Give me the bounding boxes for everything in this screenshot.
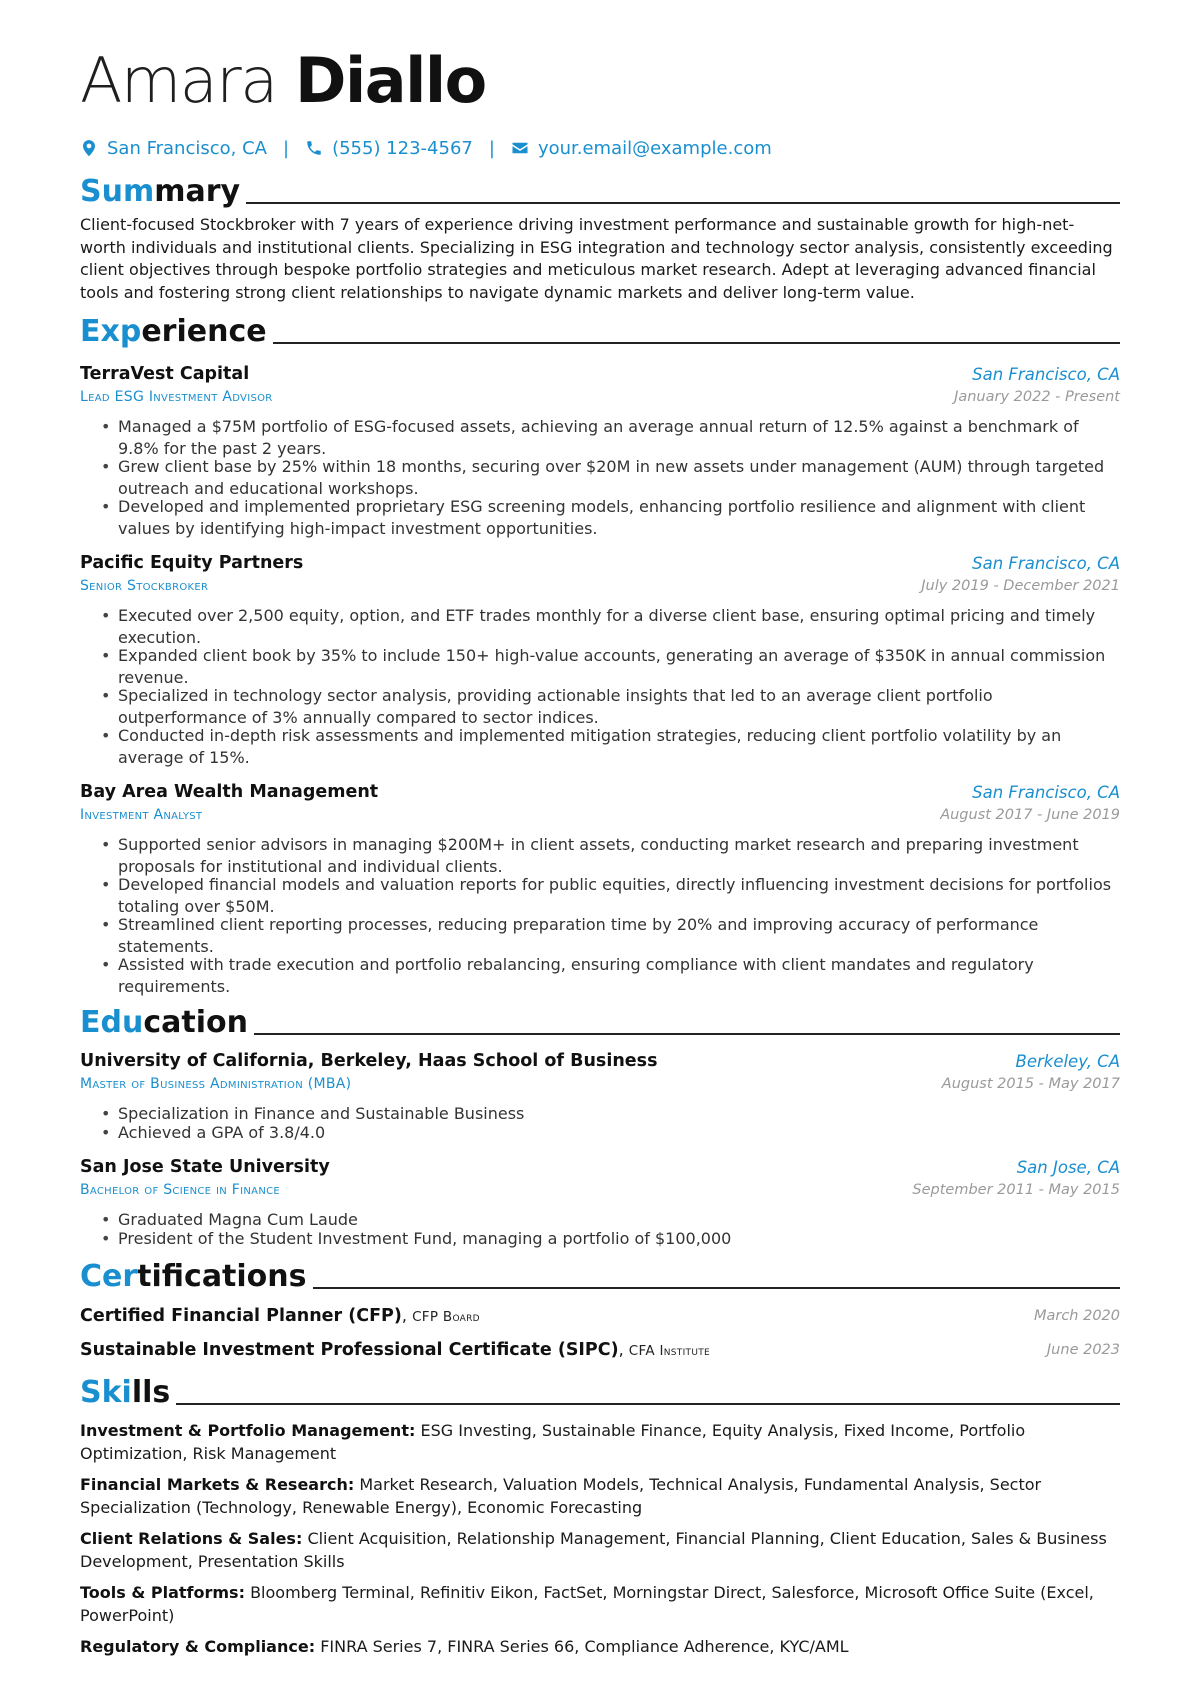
contact-line	[80, 134, 1120, 162]
study-dates: August 2015 - May 2017	[941, 1076, 1120, 1092]
skill-values: Market Research, Valuation Models, Technical Analysis, Fundamental Analysis, Sector Specialization (Technology, Renewable Energy), Economic Forecasting	[80, 1475, 1042, 1517]
skill-label: Tools & Platforms:	[80, 1583, 245, 1602]
contact-separator: |	[488, 137, 495, 159]
title-accent: Ski	[80, 1375, 132, 1410]
experience-entry	[80, 780, 1120, 997]
job-dates: August 2017 - June 2019	[940, 807, 1120, 823]
title-accent: Cer	[80, 1259, 138, 1294]
certification-item: Sustainable Investment Professional Certificate (SIPC), CFA Institute June 2023	[80, 1340, 1120, 1360]
skill-label: Client Relations & Sales:	[80, 1529, 303, 1548]
title-rest: mary	[154, 174, 241, 209]
section-rule	[273, 342, 1120, 344]
bullet-list	[80, 605, 1120, 768]
degree-title: Master of Business Administration (MBA)	[80, 1076, 352, 1092]
location-item	[80, 138, 267, 159]
bullet-item: • Graduated Magna Cum Laude	[118, 1209, 1120, 1231]
bullet-item: • Streamlined client reporting processes, reducing preparation time by 20% and improving accuracy of performance statements.	[118, 914, 1120, 957]
email-item[interactable]	[511, 138, 772, 159]
bullet-item: • President of the Student Investment Fund, managing a portfolio of $100,000	[118, 1228, 1120, 1250]
certification-item: Certified Financial Planner (CFP), CFP Board March 2020	[80, 1306, 1120, 1326]
job-title: Senior Stockbroker	[80, 578, 209, 594]
title-rest: lls	[131, 1375, 171, 1410]
bullet-item: • Executed over 2,500 equity, option, and ETF trades monthly for a diverse client base, ensuring optimal pricing and timely execution.	[118, 605, 1120, 648]
section-title	[80, 1375, 170, 1411]
bullet-item: • Specialization in Finance and Sustainable Business	[118, 1103, 1120, 1125]
job-location: San Francisco, CA	[972, 553, 1120, 573]
school-name: San Jose State University	[80, 1157, 330, 1177]
first-name: Amara	[80, 44, 277, 117]
skill-label: Regulatory & Compliance:	[80, 1637, 316, 1656]
school-location: Berkeley, CA	[1015, 1051, 1120, 1071]
bullet-list	[80, 1209, 1120, 1249]
map-pin-icon	[80, 139, 98, 157]
job-dates: January 2022 - Present	[954, 389, 1120, 405]
summary-heading	[80, 170, 1120, 210]
phone-text: (555) 123-4567	[332, 137, 473, 159]
company-name: Pacific Equity Partners	[80, 553, 304, 573]
bullet-item: • Assisted with trade execution and portfolio rebalancing, ensuring compliance with client mandates and regulatory requirements.	[118, 954, 1120, 997]
phone-item[interactable]	[305, 138, 473, 159]
skills-heading	[80, 1371, 1120, 1411]
bullet-list	[80, 834, 1120, 997]
phone-icon	[305, 139, 323, 157]
section-rule	[254, 1033, 1120, 1035]
section-title	[80, 314, 267, 350]
bullet-item: • Conducted in-depth risk assessments and implemented mitigation strategies, reducing client portfolio volatility by an average of 15%.	[118, 725, 1120, 768]
section-rule	[313, 1287, 1120, 1289]
degree-title: Bachelor of Science in Finance	[80, 1182, 280, 1198]
school-location: San Jose, CA	[1016, 1157, 1120, 1177]
job-location: San Francisco, CA	[972, 364, 1120, 384]
job-title: Lead ESG Investment Advisor	[80, 389, 273, 405]
section-rule	[246, 202, 1120, 204]
job-title: Investment Analyst	[80, 807, 203, 823]
bullet-item: • Grew client base by 25% within 18 months, securing over $20M in new assets under management (AUM) through targeted outreach and educational workshops.	[118, 456, 1120, 499]
location-text: San Francisco, CA	[107, 137, 267, 159]
certification-issuer: CFA Institute	[628, 1343, 711, 1359]
skill-row	[80, 1636, 1120, 1659]
section-title	[80, 174, 240, 210]
company-name: Bay Area Wealth Management	[80, 782, 379, 802]
job-dates: July 2019 - December 2021	[921, 578, 1120, 594]
section-rule	[176, 1403, 1120, 1405]
title-rest: tifications	[137, 1259, 307, 1294]
title-accent: Edu	[80, 1005, 144, 1040]
certification-date: March 2020	[1033, 1308, 1120, 1324]
experience-entry	[80, 551, 1120, 768]
study-dates: September 2011 - May 2015	[912, 1182, 1120, 1198]
bullet-item: • Managed a $75M portfolio of ESG-focused assets, achieving an average annual return of 12.5% against a benchmark of 9.8% for the past 2 years.	[118, 416, 1120, 459]
certification-name: Certified Financial Planner (CFP)	[80, 1306, 402, 1326]
bullet-list	[80, 1103, 1120, 1143]
certification-issuer: CFP Board	[412, 1309, 480, 1325]
skill-values: ESG Investing, Sustainable Finance, Equity Analysis, Fixed Income, Portfolio Optimization, Risk Management	[80, 1421, 1026, 1463]
company-name: TerraVest Capital	[80, 364, 250, 384]
skill-label: Financial Markets & Research:	[80, 1475, 355, 1494]
skill-values: Client Acquisition, Relationship Management, Financial Planning, Client Education, Sales & Business Development, Presentation Skills	[80, 1529, 1107, 1571]
certification-date: June 2023	[1046, 1342, 1120, 1358]
section-title	[80, 1005, 248, 1041]
education-entry	[80, 1049, 1120, 1143]
last-name: Diallo	[295, 44, 486, 117]
certifications-heading	[80, 1255, 1120, 1295]
skill-values: Bloomberg Terminal, Refinitiv Eikon, FactSet, Morningstar Direct, Salesforce, Microsoft Office Suite (Excel, PowerPoint)	[80, 1583, 1094, 1625]
bullet-item: • Developed and implemented proprietary ESG screening models, enhancing portfolio resilience and alignment with client values by identifying high-impact investment opportunities.	[118, 496, 1120, 539]
certification-name: Sustainable Investment Professional Certificate (SIPC)	[80, 1340, 619, 1360]
bullet-item: • Developed financial models and valuation reports for public equities, directly influencing investment decisions for portfolios totaling over $50M.	[118, 874, 1120, 917]
skill-row	[80, 1528, 1120, 1573]
bullet-item: • Supported senior advisors in managing $200M+ in client assets, conducting market research and preparing investment proposals for institutional and individual clients.	[118, 834, 1120, 877]
school-name: University of California, Berkeley, Haas School of Business	[80, 1051, 658, 1071]
section-title	[80, 1259, 307, 1295]
job-location: San Francisco, CA	[972, 782, 1120, 802]
experience-heading	[80, 310, 1120, 350]
skill-row	[80, 1420, 1120, 1465]
education-heading	[80, 1001, 1120, 1041]
title-accent: Sum	[80, 174, 155, 209]
skill-row	[80, 1582, 1120, 1627]
envelope-icon	[511, 139, 529, 157]
skill-row	[80, 1474, 1120, 1519]
education-entry	[80, 1155, 1120, 1249]
email-link[interactable]: your.email@example.com	[537, 137, 772, 159]
bullet-item: • Expanded client book by 35% to include 150+ high-value accounts, generating an average of $350K in annual commission revenue.	[118, 645, 1120, 688]
bullet-item: • Specialized in technology sector analysis, providing actionable insights that led to an average client portfolio outperformance of 3% annually compared to sector indices.	[118, 685, 1120, 728]
title-rest: cation	[143, 1005, 248, 1040]
resume-page	[80, 40, 1120, 1659]
bullet-list	[80, 416, 1120, 539]
skill-values: FINRA Series 7, FINRA Series 66, Compliance Adherence, KYC/AML	[320, 1637, 849, 1656]
title-accent: Exp	[80, 314, 142, 349]
contact-separator: |	[282, 137, 290, 159]
bullet-item: • Achieved a GPA of 3.8/4.0	[118, 1122, 1120, 1144]
summary-text: Client-focused Stockbroker with 7 years of experience driving investment performance and sustainable growth for high-net-worth individuals and institutional clients. Specializing in ESG integration and technology sector analysis, consistently exceeding client objectives through bespoke portfolio strategies and meticulous market research. Adept at leveraging advanced financial tools and fostering strong client relationships to navigate dynamic markets and deliver long-term value.	[80, 215, 1113, 302]
skill-label: Investment & Portfolio Management:	[80, 1421, 416, 1440]
candidate-name	[80, 40, 1120, 122]
experience-entry	[80, 362, 1120, 539]
title-rest: erience	[141, 314, 267, 349]
